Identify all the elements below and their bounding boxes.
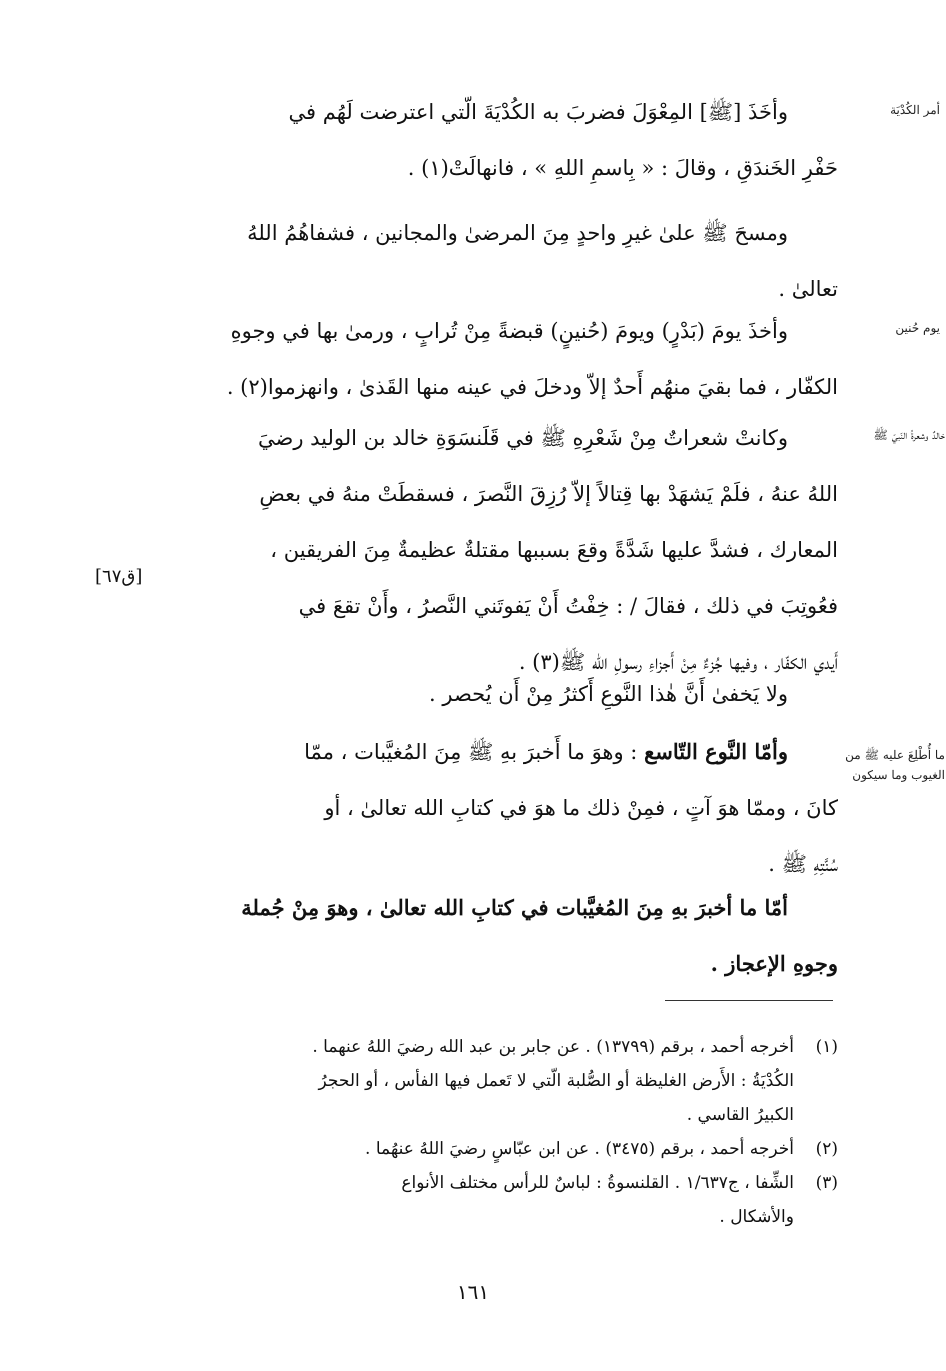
text-line: سُنَّتِهِ ﷺ . xyxy=(768,852,838,876)
text-line: وأخَذَ [ﷺ] المِعْوَلَ فضربَ به الكُدْيَةَ الّتي اعترضت لَهُم في xyxy=(288,100,788,124)
footnote-text: الكبيرُ القاسي . xyxy=(686,1105,794,1125)
footnote-divider xyxy=(665,1000,833,1001)
text-line: وأخذَ يومَ (بَدْرٍ) ويومَ (حُنينٍ) قبضةً مِنْ تُرابٍ ، ورمىٰ بها في وجوهِ xyxy=(230,319,788,343)
footnote-number: (٣) xyxy=(815,1173,838,1193)
main-text xyxy=(178,205,838,317)
main-text xyxy=(178,880,838,992)
main-text xyxy=(178,303,838,415)
footnote-number: (١) xyxy=(815,1037,838,1057)
text-line: ولا يَخفىٰ أَنَّ هٰذا النَّوعِ أَكثرُ مِنْ أَن يُحصر . xyxy=(429,682,788,706)
bold-lead: وأمّا النَّوع التّاسع xyxy=(644,739,788,764)
text-line: وكانتْ شعراتٌ مِنْ شَعْرِهِ ﷺ في قَلَنسَوَةِ خالد بن الوليد رضيَ xyxy=(258,426,788,450)
main-text xyxy=(178,724,838,892)
text-line: اللهُ عنهُ ، فلَمْ يَشهَدْ بها قِتالاً إلاّ رُزِقَ النَّصرَ ، فسقطَتْ منهُ في بعضِ xyxy=(259,482,838,506)
footnote xyxy=(170,1166,838,1234)
main-text xyxy=(178,410,838,690)
text-line: حَفْرِ الخَندَقِ ، وقالَ : « بِاسمِ اللهِ » ، فانهالَتْ(١) . xyxy=(407,156,838,180)
footnote-text: والأشكال . xyxy=(719,1207,794,1227)
page-number: ١٦١ xyxy=(456,1280,490,1304)
main-text xyxy=(178,666,838,722)
text-line: الكفّار ، فما بقيَ منهُم أَحدٌ إلاّ ودخلَ في عينه منها القَذىٰ ، وانهزموا(٢) . xyxy=(226,375,838,399)
text-line: أمّا ما أخبرَ بهِ مِنَ المُغيَّبات في كتابِ الله تعالىٰ ، وهوَ مِنْ جُملة xyxy=(241,895,788,920)
footnotes xyxy=(170,1030,838,1234)
footnote-text: أخرجه أحمد ، برقم (١٣٧٩٩) . عن جابر بن عبد الله رضيَ اللهُ عنهما . xyxy=(312,1037,794,1057)
text-line: وأمّا النَّوع التّاسع : وهوَ ما أَخبرَ بهِ ﷺ مِنَ المُغيَّبات ، ممّا xyxy=(304,739,788,764)
footnote-text: أخرجه أحمد ، برقم (٣٤٧٥) . عن ابن عبّاسٍ رضيَ اللهُ عنهُما . xyxy=(365,1139,794,1159)
margin-note-kudya: أمر الكُدْيَة xyxy=(890,103,940,117)
margin-note-ghuyub: ما أُطْلِعَ عليه ﷺ من الغيوب وما سيكون xyxy=(845,748,945,782)
footnote xyxy=(170,1132,838,1166)
text-line: المعارك ، فشدَّ عليها شَدَّةً وقعَ بسببها مقتلةٌ عظيمةٌ مِنَ الفريقين ، xyxy=(270,538,838,562)
text-line: تعالىٰ . xyxy=(778,277,838,301)
folio-mark: [ق٦٧] xyxy=(95,566,143,587)
text-line: وجوهِ الإعجاز . xyxy=(710,951,838,976)
margin-note-hunayn: يوم حُنين xyxy=(895,321,940,335)
text-line: أَيدي الكفّار ، وفيها جُزءٌ مِنْ أَجزاءِ رسولِ الله ﷺ(٣) . xyxy=(518,650,838,674)
margin-note-khalid: خالدٌ وشعرةُ النّبيّ ﷺ xyxy=(873,428,945,442)
text-line: ومسحَ ﷺ علىٰ غيرِ واحدٍ مِنَ المرضىٰ والمجانين ، فشفاهُمُ اللهُ xyxy=(247,221,788,245)
text-line: كانَ ، وممّا هوَ آتٍ ، فمِنْ ذلك ما هوَ في كتابِ الله تعالىٰ ، أو xyxy=(324,796,838,820)
footnote-number: (٢) xyxy=(815,1139,838,1159)
footnote xyxy=(170,1030,838,1132)
text-line: فعُوتِبَ في ذلك ، فقالَ / : خِفْتُ أَنْ يَفوتَني النَّصرُ ، وأَنْ تقعَ في xyxy=(298,594,838,618)
footnote-text: الكُدْيَةُ : الأَرض الغليظة أو الصُّلبة الّتي لا تَعمل فيها الفأس ، أو الحجرُ xyxy=(318,1071,794,1091)
footnote-text: الشِّفا ، ج١/٦٣٧ . القلنسوةُ : لباسٌ للرأس مختلف الأنواع xyxy=(401,1173,794,1193)
main-text xyxy=(178,84,838,196)
